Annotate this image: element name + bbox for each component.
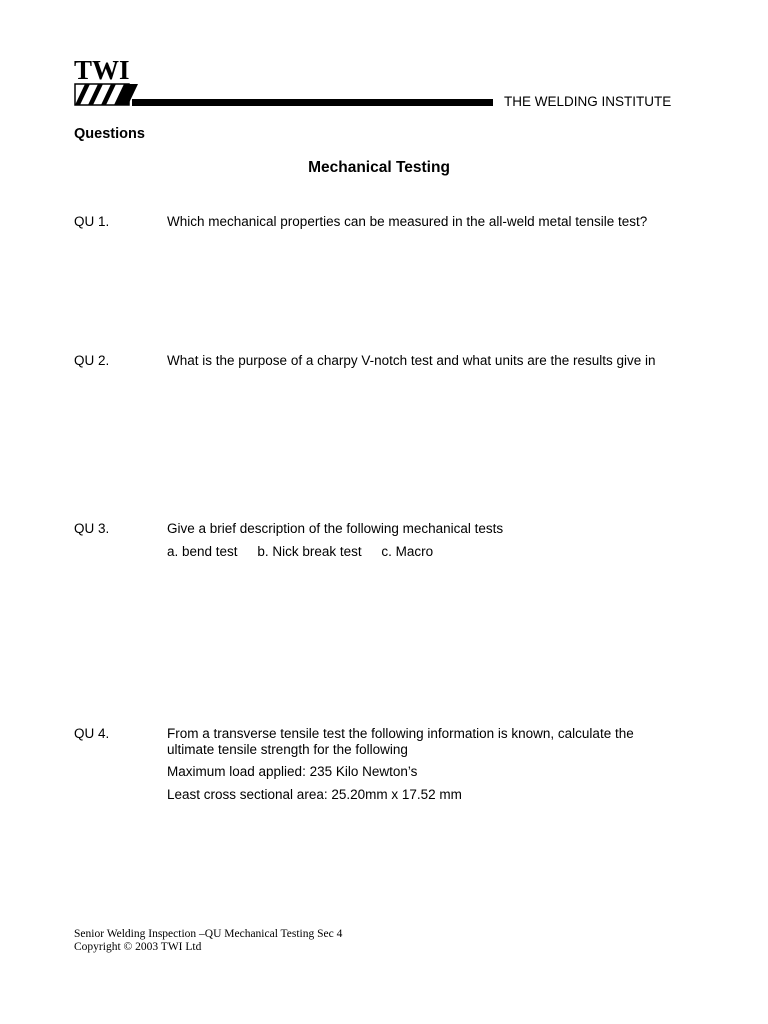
option-b: b. Nick break test: [257, 543, 362, 559]
logo-text: TWI: [74, 55, 130, 85]
question-2-line: What is the purpose of a charpy V-notch test and what units are the results give in: [167, 353, 656, 368]
question-text-2: [167, 353, 687, 376]
option-c: c. Macro: [381, 543, 434, 559]
question-3-options: [167, 544, 687, 560]
question-4-line-1: From a transverse tensile test the following information is known, calculate the ultimate tensile strength for the following: [167, 726, 634, 757]
question-text-4: [167, 726, 672, 809]
footer-line-1: Senior Welding Inspection –QU Mechanical Testing Sec 4: [74, 928, 343, 940]
twi-logo: [74, 55, 138, 108]
question-4-line-2: Maximum load applied: 235 Kilo Newton’s: [167, 764, 418, 779]
question-4-line-3: Least cross sectional area: 25.20mm x 17.52 mm: [167, 786, 462, 802]
page-title: Mechanical Testing: [308, 159, 450, 176]
header-rule: [132, 99, 493, 106]
logo-stripes-icon: [74, 83, 138, 107]
question-text-1: [167, 214, 687, 237]
question-number-2: QU 2.: [74, 353, 110, 368]
question-number-3: QU 3.: [74, 521, 110, 536]
section-label: Questions: [74, 126, 145, 142]
footer: [74, 928, 342, 954]
question-1-line: Which mechanical properties can be measured in the all-weld metal tensile test?: [167, 214, 648, 229]
institute-name: THE WELDING INSTITUTE: [504, 94, 672, 109]
question-number-4: QU 4.: [74, 726, 110, 741]
footer-copyright: Copyright © 2003 TWI Ltd: [74, 941, 202, 953]
question-3-line: Give a brief description of the following mechanical tests: [167, 521, 504, 536]
option-a: a. bend test: [167, 543, 238, 559]
question-number-1: QU 1.: [74, 214, 110, 229]
question-text-3: [167, 521, 687, 566]
